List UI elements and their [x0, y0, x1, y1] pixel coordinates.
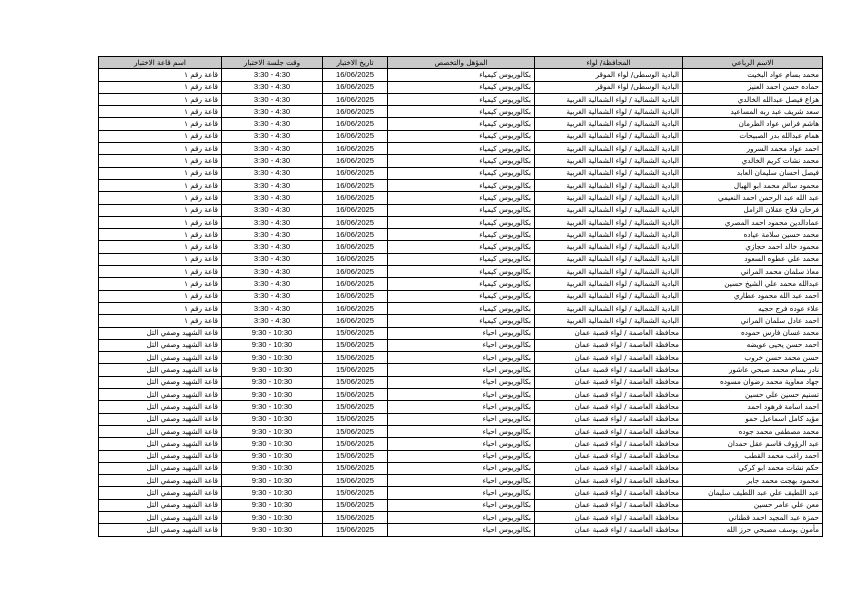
governorate-cell: محافظة العاصمة / لواء قصبة عمان — [535, 389, 683, 401]
governorate-cell: البادية الشمالية / لواء الشمالية الغربية — [535, 216, 683, 228]
exam-date-cell: 15/06/2025 — [323, 524, 388, 536]
qualification-cell: بكالوريوس كيمياء — [388, 155, 535, 167]
session-time-cell: 3:30 - 4:30 — [222, 216, 323, 228]
qualification-cell: بكالوريوس كيمياء — [388, 278, 535, 290]
qualification-cell: بكالوريوس احياء — [388, 524, 535, 536]
full-name-cell: هزاع فيصل عبدالله الخالدي — [683, 93, 823, 105]
exam-date-cell: 16/06/2025 — [323, 290, 388, 302]
governorate-cell: البادية الشمالية / لواء الشمالية الغربية — [535, 106, 683, 118]
governorate-cell: البادية الشمالية / لواء الشمالية الغربية — [535, 118, 683, 130]
governorate-cell: البادية الشمالية / لواء الشمالية الغربية — [535, 315, 683, 327]
session-time-cell: 9:30 - 10:30 — [222, 475, 323, 487]
hall-name-cell: قاعة الشهيد وصفي التل — [99, 438, 222, 450]
hall-name-cell: قاعة رقم ١ — [99, 204, 222, 216]
table-row — [99, 315, 823, 327]
qualification-cell: بكالوريوس احياء — [388, 352, 535, 364]
full-name-cell: مؤيد كامل اسماعيل حمو — [683, 413, 823, 425]
hall-name-cell: قاعة الشهيد وصفي التل — [99, 401, 222, 413]
table-row — [99, 241, 823, 253]
session-time-cell: 3:30 - 4:30 — [222, 204, 323, 216]
full-name-cell: تسنيم حسين علي حسين — [683, 389, 823, 401]
hall-name-cell: قاعة رقم ١ — [99, 216, 222, 228]
table-row — [99, 229, 823, 241]
table-row — [99, 327, 823, 339]
table-row — [99, 413, 823, 425]
hall-name-cell: قاعة الشهيد وصفي التل — [99, 376, 222, 388]
qualification-cell: بكالوريوس كيمياء — [388, 241, 535, 253]
table-row — [99, 179, 823, 191]
governorate-cell: محافظة العاصمة / لواء قصبة عمان — [535, 401, 683, 413]
session-time-cell: 3:30 - 4:30 — [222, 69, 323, 81]
session-time-cell: 3:30 - 4:30 — [222, 179, 323, 191]
hall-name-cell: قاعة رقم ١ — [99, 155, 222, 167]
table-row — [99, 130, 823, 142]
governorate-cell: محافظة العاصمة / لواء قصبة عمان — [535, 462, 683, 474]
qualification-cell: بكالوريوس كيمياء — [388, 266, 535, 278]
full-name-cell: حكم نشات محمد ابو كركي — [683, 462, 823, 474]
session-time-cell: 3:30 - 4:30 — [222, 229, 323, 241]
table-row — [99, 339, 823, 351]
hall-name-cell: قاعة الشهيد وصفي التل — [99, 364, 222, 376]
governorate-cell: البادية الشمالية / لواء الشمالية الغربية — [535, 130, 683, 142]
table-row — [99, 118, 823, 130]
governorate-cell: محافظة العاصمة / لواء قصبة عمان — [535, 450, 683, 462]
session-time-cell: 9:30 - 10:30 — [222, 450, 323, 462]
governorate-cell: محافظة العاصمة / لواء قصبة عمان — [535, 339, 683, 351]
hall-name-cell: قاعة رقم ١ — [99, 241, 222, 253]
table-row — [99, 204, 823, 216]
exam-date-cell: 15/06/2025 — [323, 364, 388, 376]
exam-date-cell: 15/06/2025 — [323, 376, 388, 388]
qualification-cell: بكالوريوس كيمياء — [388, 192, 535, 204]
governorate-cell: البادية الشمالية / لواء الشمالية الغربية — [535, 192, 683, 204]
hall-name-cell: قاعة رقم ١ — [99, 229, 222, 241]
full-name-cell: علاء عوده فرج حجيه — [683, 302, 823, 314]
hall-name-cell: قاعة رقم ١ — [99, 278, 222, 290]
exam-date-cell: 16/06/2025 — [323, 266, 388, 278]
exam-date-cell: 16/06/2025 — [323, 143, 388, 155]
qualification-cell: بكالوريوس كيمياء — [388, 204, 535, 216]
hall-name-cell: قاعة رقم ١ — [99, 266, 222, 278]
full-name-cell: محمد نشات كريم الخالدي — [683, 155, 823, 167]
governorate-cell: محافظة العاصمة / لواء قصبة عمان — [535, 499, 683, 511]
governorate-cell: البادية الشمالية / لواء الشمالية الغربية — [535, 167, 683, 179]
full-name-cell: احمد عبد الله محمود عطاري — [683, 290, 823, 302]
exam-date-cell: 16/06/2025 — [323, 204, 388, 216]
hall-name-cell: قاعة الشهيد وصفي التل — [99, 327, 222, 339]
exam-date-cell: 16/06/2025 — [323, 130, 388, 142]
qualification-cell: بكالوريوس احياء — [388, 413, 535, 425]
exam-date-cell: 15/06/2025 — [323, 327, 388, 339]
governorate-cell: محافظة العاصمة / لواء قصبة عمان — [535, 511, 683, 523]
table-row — [99, 266, 823, 278]
table-row — [99, 93, 823, 105]
qualification-cell: بكالوريوس احياء — [388, 364, 535, 376]
session-time-cell: 9:30 - 10:30 — [222, 401, 323, 413]
governorate-cell: محافظة العاصمة / لواء قصبة عمان — [535, 438, 683, 450]
session-time-cell: 9:30 - 10:30 — [222, 487, 323, 499]
governorate-cell: محافظة العاصمة / لواء قصبة عمان — [535, 376, 683, 388]
table-row — [99, 106, 823, 118]
qualification-cell: بكالوريوس احياء — [388, 487, 535, 499]
governorate-cell: البادية الشمالية / لواء الشمالية الغربية — [535, 93, 683, 105]
exam-date-cell: 16/06/2025 — [323, 81, 388, 93]
full-name-cell: فرحان فلاح عقلان الزامل — [683, 204, 823, 216]
governorate-cell: محافظة العاصمة / لواء قصبة عمان — [535, 352, 683, 364]
table-row — [99, 143, 823, 155]
hall-name-cell: قاعة رقم ١ — [99, 143, 222, 155]
full-name-cell: احمد راغب محمد القطب — [683, 450, 823, 462]
table-row — [99, 302, 823, 314]
governorate-cell: البادية الشمالية / لواء الشمالية الغربية — [535, 266, 683, 278]
exam-date-cell: 16/06/2025 — [323, 155, 388, 167]
session-time-cell: 3:30 - 4:30 — [222, 143, 323, 155]
governorate-cell: البادية الشمالية / لواء الشمالية الغربية — [535, 229, 683, 241]
hall-name-cell: قاعة رقم ١ — [99, 302, 222, 314]
qualification-cell: بكالوريوس كيمياء — [388, 81, 535, 93]
table-row — [99, 290, 823, 302]
governorate-cell: البادية الشمالية / لواء الشمالية الغربية — [535, 302, 683, 314]
table-row — [99, 401, 823, 413]
qualification-cell: بكالوريوس كيمياء — [388, 229, 535, 241]
session-time-cell: 9:30 - 10:30 — [222, 511, 323, 523]
session-time-cell: 9:30 - 10:30 — [222, 389, 323, 401]
governorate-cell: البادية الشمالية / لواء الشمالية الغربية — [535, 241, 683, 253]
exam-date-cell: 16/06/2025 — [323, 278, 388, 290]
governorate-cell: البادية الوسطى/ لواء الموقر — [535, 69, 683, 81]
table-row — [99, 167, 823, 179]
table-row — [99, 364, 823, 376]
header-governorate: المحافظة/ لواء — [535, 57, 683, 69]
exam-date-cell: 15/06/2025 — [323, 450, 388, 462]
full-name-cell: عبد اللطيف علي عبد اللطيف سليمان — [683, 487, 823, 499]
full-name-cell: محمود سالم محمد ابو الهيال — [683, 179, 823, 191]
session-time-cell: 3:30 - 4:30 — [222, 155, 323, 167]
qualification-cell: بكالوريوس كيمياء — [388, 118, 535, 130]
hall-name-cell: قاعة رقم ١ — [99, 93, 222, 105]
full-name-cell: محمد بسام عواد البخيت — [683, 69, 823, 81]
session-time-cell: 3:30 - 4:30 — [222, 93, 323, 105]
hall-name-cell: قاعة الشهيد وصفي التل — [99, 389, 222, 401]
governorate-cell: محافظة العاصمة / لواء قصبة عمان — [535, 487, 683, 499]
full-name-cell: احمد عادل سلمان المراني — [683, 315, 823, 327]
hall-name-cell: قاعة الشهيد وصفي التل — [99, 339, 222, 351]
session-time-cell: 9:30 - 10:30 — [222, 524, 323, 536]
header-session-time: وقت جلسة الاختبار — [222, 57, 323, 69]
hall-name-cell: قاعة رقم ١ — [99, 253, 222, 265]
qualification-cell: بكالوريوس كيمياء — [388, 302, 535, 314]
session-time-cell: 9:30 - 10:30 — [222, 352, 323, 364]
full-name-cell: هاشم فراس عواد الطرمان — [683, 118, 823, 130]
qualification-cell: بكالوريوس احياء — [388, 511, 535, 523]
header-exam-date: تاريخ الاختبار — [323, 57, 388, 69]
hall-name-cell: قاعة الشهيد وصفي التل — [99, 475, 222, 487]
full-name-cell: محمد علي عطوه السعود — [683, 253, 823, 265]
hall-name-cell: قاعة رقم ١ — [99, 315, 222, 327]
exam-date-cell: 16/06/2025 — [323, 179, 388, 191]
hall-name-cell: قاعة الشهيد وصفي التل — [99, 413, 222, 425]
header-full-name: الاسم الرباعي — [683, 57, 823, 69]
session-time-cell: 9:30 - 10:30 — [222, 413, 323, 425]
table-row — [99, 69, 823, 81]
table-row — [99, 376, 823, 388]
session-time-cell: 3:30 - 4:30 — [222, 290, 323, 302]
exam-date-cell: 16/06/2025 — [323, 167, 388, 179]
governorate-cell: محافظة العاصمة / لواء قصبة عمان — [535, 327, 683, 339]
qualification-cell: بكالوريوس احياء — [388, 425, 535, 437]
table-row — [99, 81, 823, 93]
qualification-cell: بكالوريوس كيمياء — [388, 216, 535, 228]
governorate-cell: البادية الشمالية / لواء الشمالية الغربية — [535, 204, 683, 216]
hall-name-cell: قاعة رقم ١ — [99, 130, 222, 142]
governorate-cell: البادية الشمالية / لواء الشمالية الغربية — [535, 290, 683, 302]
session-time-cell: 3:30 - 4:30 — [222, 192, 323, 204]
qualification-cell: بكالوريوس احياء — [388, 499, 535, 511]
qualification-cell: بكالوريوس احياء — [388, 339, 535, 351]
exam-date-cell: 15/06/2025 — [323, 389, 388, 401]
qualification-cell: بكالوريوس كيمياء — [388, 143, 535, 155]
session-time-cell: 3:30 - 4:30 — [222, 253, 323, 265]
full-name-cell: محمد حسين سلامة عياده — [683, 229, 823, 241]
qualification-cell: بكالوريوس كيمياء — [388, 106, 535, 118]
full-name-cell: حمزة عبد المجيد احمد قطناني — [683, 511, 823, 523]
hall-name-cell: قاعة الشهيد وصفي التل — [99, 499, 222, 511]
hall-name-cell: قاعة الشهيد وصفي التل — [99, 511, 222, 523]
governorate-cell: محافظة العاصمة / لواء قصبة عمان — [535, 425, 683, 437]
session-time-cell: 9:30 - 10:30 — [222, 327, 323, 339]
full-name-cell: مأمون يوسف مصبحي حرز الله — [683, 524, 823, 536]
qualification-cell: بكالوريوس احياء — [388, 462, 535, 474]
governorate-cell: محافظة العاصمة / لواء قصبة عمان — [535, 364, 683, 376]
session-time-cell: 9:30 - 10:30 — [222, 499, 323, 511]
hall-name-cell: قاعة رقم ١ — [99, 118, 222, 130]
qualification-cell: بكالوريوس احياء — [388, 327, 535, 339]
session-time-cell: 9:30 - 10:30 — [222, 364, 323, 376]
governorate-cell: البادية الشمالية / لواء الشمالية الغربية — [535, 155, 683, 167]
qualification-cell: بكالوريوس احياء — [388, 389, 535, 401]
session-time-cell: 3:30 - 4:30 — [222, 106, 323, 118]
table-row — [99, 450, 823, 462]
governorate-cell: محافظة العاصمة / لواء قصبة عمان — [535, 413, 683, 425]
hall-name-cell: قاعة رقم ١ — [99, 167, 222, 179]
full-name-cell: معن علي عامر حسين — [683, 499, 823, 511]
qualification-cell: بكالوريوس كيمياء — [388, 130, 535, 142]
exam-date-cell: 15/06/2025 — [323, 499, 388, 511]
exam-date-cell: 16/06/2025 — [323, 192, 388, 204]
full-name-cell: احمد عواد محمد السرور — [683, 143, 823, 155]
exam-date-cell: 16/06/2025 — [323, 118, 388, 130]
table-row — [99, 524, 823, 536]
session-time-cell: 9:30 - 10:30 — [222, 339, 323, 351]
full-name-cell: عمادالدين محمود احمد المصري — [683, 216, 823, 228]
header-row — [99, 57, 823, 69]
hall-name-cell: قاعة الشهيد وصفي التل — [99, 487, 222, 499]
qualification-cell: بكالوريوس احياء — [388, 376, 535, 388]
full-name-cell: احمد اسامة فرهود احمد — [683, 401, 823, 413]
qualification-cell: بكالوريوس كيمياء — [388, 69, 535, 81]
hall-name-cell: قاعة الشهيد وصفي التل — [99, 462, 222, 474]
exam-date-cell: 16/06/2025 — [323, 93, 388, 105]
exam-date-cell: 16/06/2025 — [323, 69, 388, 81]
exam-date-cell: 15/06/2025 — [323, 511, 388, 523]
hall-name-cell: قاعة رقم ١ — [99, 81, 222, 93]
exam-date-cell: 15/06/2025 — [323, 401, 388, 413]
full-name-cell: محمود بهجت محمد جابر — [683, 475, 823, 487]
full-name-cell: جهاد معاوية محمد رضوان مسوده — [683, 376, 823, 388]
full-name-cell: محمد مصطفى محمد جوده — [683, 425, 823, 437]
session-time-cell: 3:30 - 4:30 — [222, 278, 323, 290]
full-name-cell: سعد شريف عبد ربه المساعيد — [683, 106, 823, 118]
governorate-cell: البادية الشمالية / لواء الشمالية الغربية — [535, 253, 683, 265]
qualification-cell: بكالوريوس احياء — [388, 401, 535, 413]
full-name-cell: عبدالله محمد علي الشيخ حسين — [683, 278, 823, 290]
hall-name-cell: قاعة رقم ١ — [99, 290, 222, 302]
qualification-cell: بكالوريوس احياء — [388, 438, 535, 450]
exam-date-cell: 15/06/2025 — [323, 487, 388, 499]
hall-name-cell: قاعة رقم ١ — [99, 179, 222, 191]
table-row — [99, 487, 823, 499]
hall-name-cell: قاعة رقم ١ — [99, 106, 222, 118]
qualification-cell: بكالوريوس احياء — [388, 475, 535, 487]
qualification-cell: بكالوريوس كيمياء — [388, 315, 535, 327]
exam-date-cell: 15/06/2025 — [323, 413, 388, 425]
qualification-cell: بكالوريوس كيمياء — [388, 290, 535, 302]
session-time-cell: 3:30 - 4:30 — [222, 266, 323, 278]
exam-date-cell: 15/06/2025 — [323, 475, 388, 487]
session-time-cell: 3:30 - 4:30 — [222, 118, 323, 130]
qualification-cell: بكالوريوس كيمياء — [388, 93, 535, 105]
exam-date-cell: 16/06/2025 — [323, 229, 388, 241]
full-name-cell: محمد غسان فارس حموده — [683, 327, 823, 339]
table-body — [99, 69, 823, 536]
session-time-cell: 3:30 - 4:30 — [222, 167, 323, 179]
table-row — [99, 389, 823, 401]
hall-name-cell: قاعة رقم ١ — [99, 192, 222, 204]
table-row — [99, 216, 823, 228]
session-time-cell: 9:30 - 10:30 — [222, 425, 323, 437]
exam-date-cell: 16/06/2025 — [323, 253, 388, 265]
session-time-cell: 3:30 - 4:30 — [222, 130, 323, 142]
table-row — [99, 438, 823, 450]
full-name-cell: احمد حسن يحيى عويضه — [683, 339, 823, 351]
session-time-cell: 9:30 - 10:30 — [222, 376, 323, 388]
exam-date-cell: 16/06/2025 — [323, 302, 388, 314]
table-row — [99, 425, 823, 437]
hall-name-cell: قاعة الشهيد وصفي التل — [99, 425, 222, 437]
governorate-cell: البادية الشمالية / لواء الشمالية الغربية — [535, 278, 683, 290]
full-name-cell: حسن محمد حسن خروب — [683, 352, 823, 364]
qualification-cell: بكالوريوس احياء — [388, 450, 535, 462]
session-time-cell: 3:30 - 4:30 — [222, 81, 323, 93]
governorate-cell: محافظة العاصمة / لواء قصبة عمان — [535, 475, 683, 487]
full-name-cell: فيصل احسان سليمان العابد — [683, 167, 823, 179]
governorate-cell: البادية الشمالية / لواء الشمالية الغربية — [535, 143, 683, 155]
exam-date-cell: 15/06/2025 — [323, 438, 388, 450]
exam-date-cell: 15/06/2025 — [323, 352, 388, 364]
exam-date-cell: 16/06/2025 — [323, 241, 388, 253]
exam-date-cell: 16/06/2025 — [323, 106, 388, 118]
header-hall-name: اسم قاعة الاختبار — [99, 57, 222, 69]
table-row — [99, 511, 823, 523]
table-row — [99, 278, 823, 290]
hall-name-cell: قاعة الشهيد وصفي التل — [99, 450, 222, 462]
hall-name-cell: قاعة الشهيد وصفي التل — [99, 352, 222, 364]
governorate-cell: البادية الشمالية / لواء الشمالية الغربية — [535, 179, 683, 191]
qualification-cell: بكالوريوس كيمياء — [388, 167, 535, 179]
exam-date-cell: 15/06/2025 — [323, 462, 388, 474]
table-row — [99, 192, 823, 204]
hall-name-cell: قاعة رقم ١ — [99, 69, 222, 81]
exam-date-cell: 16/06/2025 — [323, 216, 388, 228]
full-name-cell: نادر بسام محمد صبحي عاشور — [683, 364, 823, 376]
exam-schedule-table — [98, 56, 823, 537]
session-time-cell: 9:30 - 10:30 — [222, 438, 323, 450]
hall-name-cell: قاعة الشهيد وصفي التل — [99, 524, 222, 536]
exam-date-cell: 15/06/2025 — [323, 425, 388, 437]
qualification-cell: بكالوريوس كيمياء — [388, 179, 535, 191]
full-name-cell: معاذ سلمان محمد المراني — [683, 266, 823, 278]
exam-date-cell: 15/06/2025 — [323, 339, 388, 351]
header-qualification: المؤهل والتخصص — [388, 57, 535, 69]
qualification-cell: بكالوريوس كيمياء — [388, 253, 535, 265]
full-name-cell: عبد الرؤوف قاسم عقل حمدان — [683, 438, 823, 450]
exam-date-cell: 16/06/2025 — [323, 315, 388, 327]
table-row — [99, 462, 823, 474]
session-time-cell: 3:30 - 4:30 — [222, 315, 323, 327]
session-time-cell: 9:30 - 10:30 — [222, 462, 323, 474]
session-time-cell: 3:30 - 4:30 — [222, 241, 323, 253]
governorate-cell: محافظة العاصمة / لواء قصبة عمان — [535, 524, 683, 536]
governorate-cell: البادية الوسطى/ لواء الموقر — [535, 81, 683, 93]
full-name-cell: عبد الله عبد الرحمن احمد النعيمي — [683, 192, 823, 204]
table-row — [99, 352, 823, 364]
table-row — [99, 475, 823, 487]
full-name-cell: حماده حسن احمد العنيز — [683, 81, 823, 93]
table-row — [99, 499, 823, 511]
full-name-cell: محمود خالد احمد حجازي — [683, 241, 823, 253]
table-row — [99, 253, 823, 265]
full-name-cell: همام عبدالله بدر الصبيحات — [683, 130, 823, 142]
table-row — [99, 155, 823, 167]
session-time-cell: 3:30 - 4:30 — [222, 302, 323, 314]
